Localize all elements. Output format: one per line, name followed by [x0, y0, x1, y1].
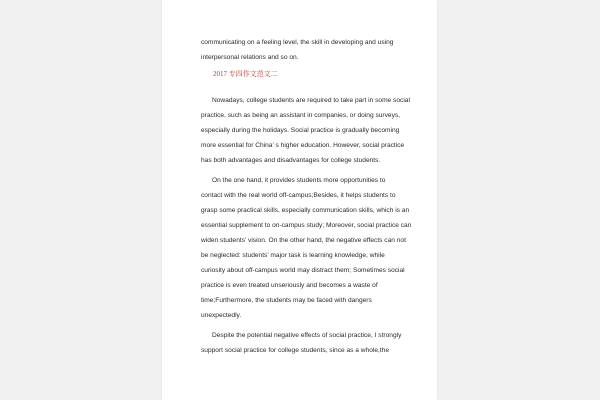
text-line: has both advantages and disadvantages for college students.: [201, 157, 381, 164]
text-line: unexpectedly.: [201, 312, 242, 319]
text-line: contact with the real world off-campus;Besides, it helps students to: [201, 192, 396, 199]
text-line: practice is even treated unseriously and becomes a waste of: [201, 282, 378, 289]
document-page: [162, 0, 437, 400]
paragraph-one-hand: [201, 173, 429, 323]
paragraph-intro-continuation: [201, 35, 429, 65]
section-heading: 2017 专四作文范文二: [213, 70, 278, 78]
text-line: essential supplement to on-campus study; Moreover, social practice can: [201, 222, 412, 229]
text-line: practice, such as being an assistant in companies, or doing surveys,: [201, 112, 401, 119]
text-line: On the one hand, it provides students more opportunities to: [212, 177, 386, 184]
text-line: curiosity about off-campus world may distract them; Sometimes social: [201, 267, 405, 274]
text-line: Despite the potential negative effects of social practice, I strongly: [212, 332, 402, 339]
text-line: more essential for China’ s higher education. However, social practice: [201, 142, 405, 149]
text-line: communicating on a feeling level, the skill in developing and using: [201, 39, 394, 46]
text-line: Nowadays, college students are required to take part in some social: [212, 97, 410, 104]
text-line: interpersonal relations and so on.: [201, 54, 299, 61]
text-line: time;Furthermore, the students may be faced with dangers: [201, 297, 372, 304]
text-line: widen students’ vision. On the other hand, the negative effects can not: [201, 237, 406, 244]
paragraph-nowadays: [201, 93, 429, 168]
text-line: be neglected: students’ major task is learning knowledge, while: [201, 252, 385, 259]
text-line: grasp some practical skills, especially communication skills, which is an: [201, 207, 410, 214]
text-line: especially during the holidays. Social practice is gradually becoming: [201, 127, 400, 134]
paragraph-despite: [201, 328, 429, 358]
text-line: support social practice for college students, since as a whole,the: [201, 347, 390, 354]
